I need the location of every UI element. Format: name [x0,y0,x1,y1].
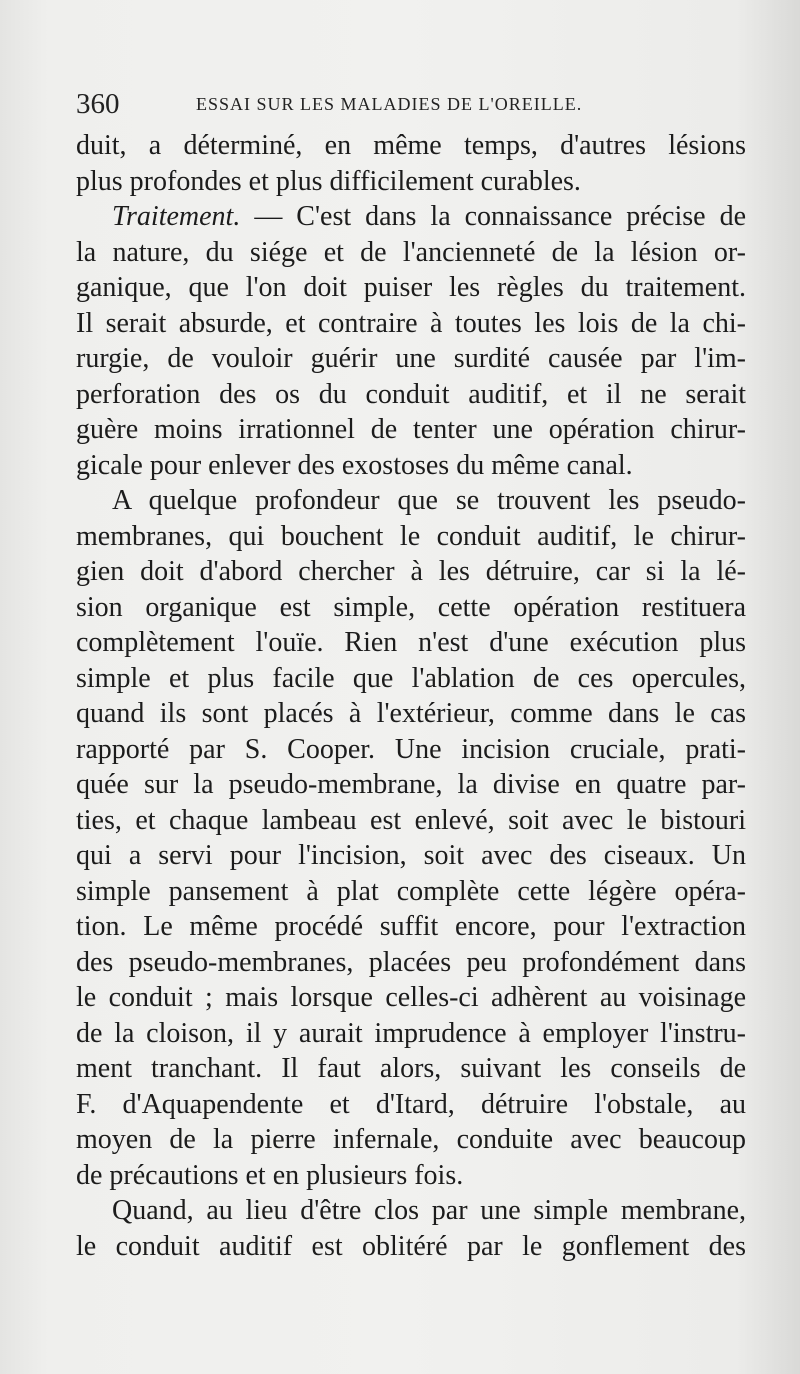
text-line: le conduit auditif est oblitéré par le gonflement des [76,1230,746,1262]
text-line: des pseudo-membranes, placées peu profondément dans [76,946,746,978]
text-line: rapporté par S. Cooper. Une incision cruciale, prati- [76,733,746,765]
text-line: plus profondes et plus difficilement curables. [76,165,581,197]
text-line: tion. Le même procédé suffit encore, pour l'extraction [76,911,746,942]
body-text [76,128,746,1264]
text-line: ment tranchant. Il faut alors, suivant les conseils de [76,1053,746,1084]
text-line-rest: — C'est dans la connaissance précise de [254,201,746,232]
running-title: ESSAI SUR LES MALADIES DE L'OREILLE. [196,94,583,114]
text-line: complètement l'ouïe. Rien n'est d'une exécution plus [76,627,746,658]
text-line-with-heading [76,199,746,235]
text-line: la nature, du siége et de l'ancienneté de la lésion or- [76,236,746,268]
text-line: gicale pour enlever des exostoses du même canal. [76,449,633,481]
text-line: membranes, qui bouchent le conduit auditif, le chirur- [76,520,746,552]
text-line: de la cloison, il y aurait imprudence à employer l'instru- [76,1017,746,1049]
text-line: gien doit d'abord chercher à les détruire, car si la lé- [76,556,746,587]
page-number: 360 [76,88,120,120]
text-line: le conduit ; mais lorsque celles-ci adhèrent au voisinage [76,982,746,1013]
text-line: guère moins irrationnel de tenter une opération chirur- [76,414,746,445]
text-line: simple et plus facile que l'ablation de ces opercules, [76,662,746,694]
text-line: Quand, au lieu d'être clos par une simple membrane, [112,1195,746,1226]
page-header [76,88,746,128]
text-line: A quelque profondeur que se trouvent les pseudo- [112,485,746,516]
text-line: qui a servi pour l'incision, soit avec des ciseaux. Un [76,840,746,871]
text-line: sion organique est simple, cette opération restituera [76,591,746,623]
text-line: Il serait absurde, et contraire à toutes les lois de la chi- [76,307,746,339]
text-line: simple pansement à plat complète cette légère opéra- [76,875,746,907]
text-line: ties, et chaque lambeau est enlevé, soit avec le bistouri [76,804,746,836]
text-line: duit, a déterminé, en même temps, d'autres lésions [76,130,746,161]
text-line: quée sur la pseudo-membrane, la divise en quatre par- [76,769,746,800]
text-line: F. d'Aquapendente et d'Itard, détruire l'obstale, au [76,1088,746,1120]
text-line: perforation des os du conduit auditif, et il ne serait [76,378,746,410]
section-heading-traitement: Traitement. [112,201,241,232]
text-line: moyen de la pierre infernale, conduite avec beaucoup [76,1124,746,1155]
text-line: rurgie, de vouloir guérir une surdité causée par l'im- [76,343,746,374]
text-line: ganique, que l'on doit puiser les règles du traitement. [76,272,746,303]
text-line: de précautions et en plusieurs fois. [76,1159,464,1191]
text-line: quand ils sont placés à l'extérieur, comme dans le cas [76,698,746,729]
